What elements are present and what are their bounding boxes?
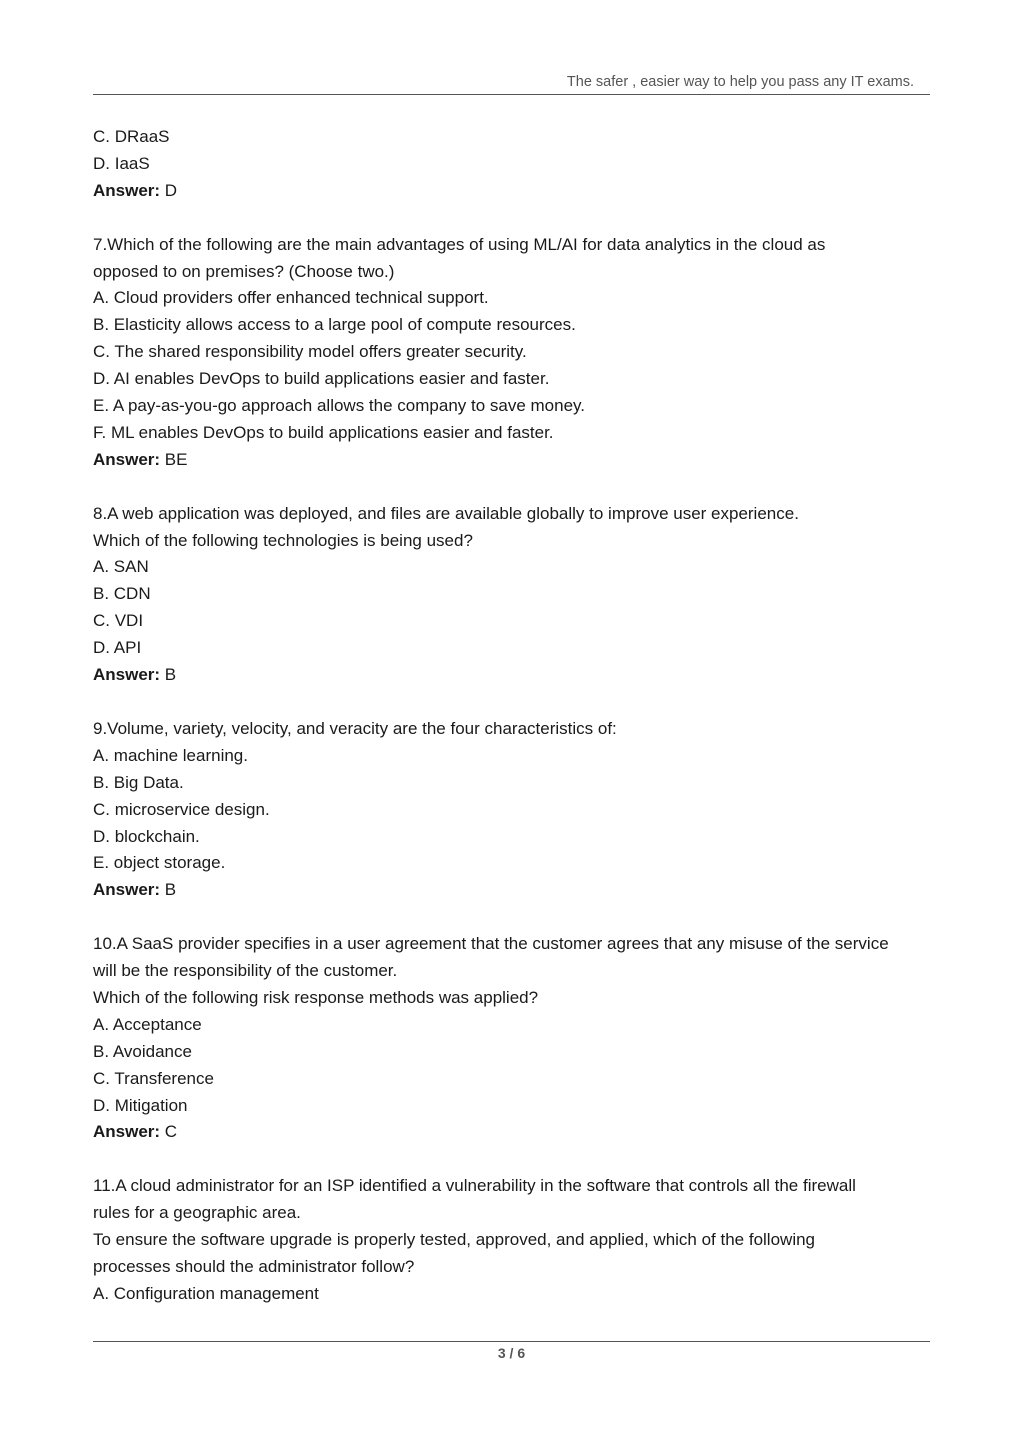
question-block xyxy=(93,716,938,904)
answer-line xyxy=(93,1119,938,1146)
question-block xyxy=(93,232,938,474)
answer-line xyxy=(93,178,938,205)
option-a: A. machine learning. xyxy=(93,745,248,765)
answer-label: Answer: xyxy=(93,1122,161,1142)
question-text: rules for a geographic area. xyxy=(93,1203,301,1223)
option-c: C. DRaaS xyxy=(93,127,170,146)
question-text: To ensure the software upgrade is properly tested, approved, and applied, which of the following xyxy=(93,1230,816,1250)
answer-line xyxy=(93,877,938,904)
option-c: C. The shared responsibility model offers greater security. xyxy=(93,342,527,362)
question-text: will be the responsibility of the customer. xyxy=(93,961,398,981)
option-c: C. Transference xyxy=(93,1068,214,1088)
question-text: Which of the following risk response methods was applied? xyxy=(93,987,539,1007)
question-block xyxy=(93,1173,938,1308)
option-e: E. A pay-as-you-go approach allows the company to save money. xyxy=(93,396,586,416)
option-a: A. Acceptance xyxy=(93,1014,202,1034)
question-text: 8.A web application was deployed, and files are available globally to improve user experience. xyxy=(93,503,799,523)
option-b: B. Avoidance xyxy=(93,1041,192,1061)
answer-value: C xyxy=(160,1122,178,1142)
page-number: 3 / 6 xyxy=(497,1345,526,1361)
question-text: processes should the administrator follow? xyxy=(93,1256,415,1276)
question-text: 7.Which of the following are the main advantages of using ML/AI for data analytics in the cloud as xyxy=(93,234,826,254)
option-d: D. API xyxy=(93,638,142,658)
option-f: F. ML enables DevOps to build applications easier and faster. xyxy=(93,422,554,442)
answer-label: Answer: xyxy=(93,665,161,685)
question-text: 9.Volume, variety, velocity, and veracity are the four characteristics of: xyxy=(93,718,617,738)
option-e: E. object storage. xyxy=(93,853,226,873)
answer-value: B xyxy=(160,880,177,900)
answer-label: Answer: xyxy=(93,180,161,200)
question-block xyxy=(93,501,938,689)
option-a: A. Cloud providers offer enhanced technical support. xyxy=(93,288,489,308)
question-text: Which of the following technologies is being used? xyxy=(93,530,473,550)
option-c: C. microservice design. xyxy=(93,799,270,819)
answer-line xyxy=(93,447,938,474)
option-b: B. Big Data. xyxy=(93,772,184,792)
question-text: opposed to on premises? (Choose two.) xyxy=(93,261,395,281)
answer-line xyxy=(93,662,938,689)
option-d: D. Mitigation xyxy=(93,1095,188,1115)
answer-value: BE xyxy=(160,449,188,469)
page-header xyxy=(93,66,930,95)
option-c: C. VDI xyxy=(93,611,144,631)
answer-value: B xyxy=(160,665,177,685)
option-a: A. Configuration management xyxy=(93,1283,319,1303)
question-text: 10.A SaaS provider specifies in a user agreement that the customer agrees that any misuse of the service xyxy=(93,934,889,954)
page-content xyxy=(93,124,938,1308)
question-block xyxy=(93,124,938,205)
header-tagline: The safer , easier way to help you pass any IT exams. xyxy=(566,74,914,90)
answer-label: Answer: xyxy=(93,449,161,469)
question-text: 11.A cloud administrator for an ISP identified a vulnerability in the software that controls all the firewall xyxy=(93,1176,856,1196)
answer-value: D xyxy=(160,180,178,200)
option-b: B. CDN xyxy=(93,584,151,604)
option-d: D. AI enables DevOps to build applications easier and faster. xyxy=(93,369,550,389)
option-d: D. IaaS xyxy=(93,153,150,173)
option-d: D. blockchain. xyxy=(93,826,200,846)
footer-divider xyxy=(93,1341,930,1342)
option-b: B. Elasticity allows access to a large pool of compute resources. xyxy=(93,315,576,335)
answer-label: Answer: xyxy=(93,880,161,900)
option-a: A. SAN xyxy=(93,557,149,577)
question-block xyxy=(93,931,938,1146)
